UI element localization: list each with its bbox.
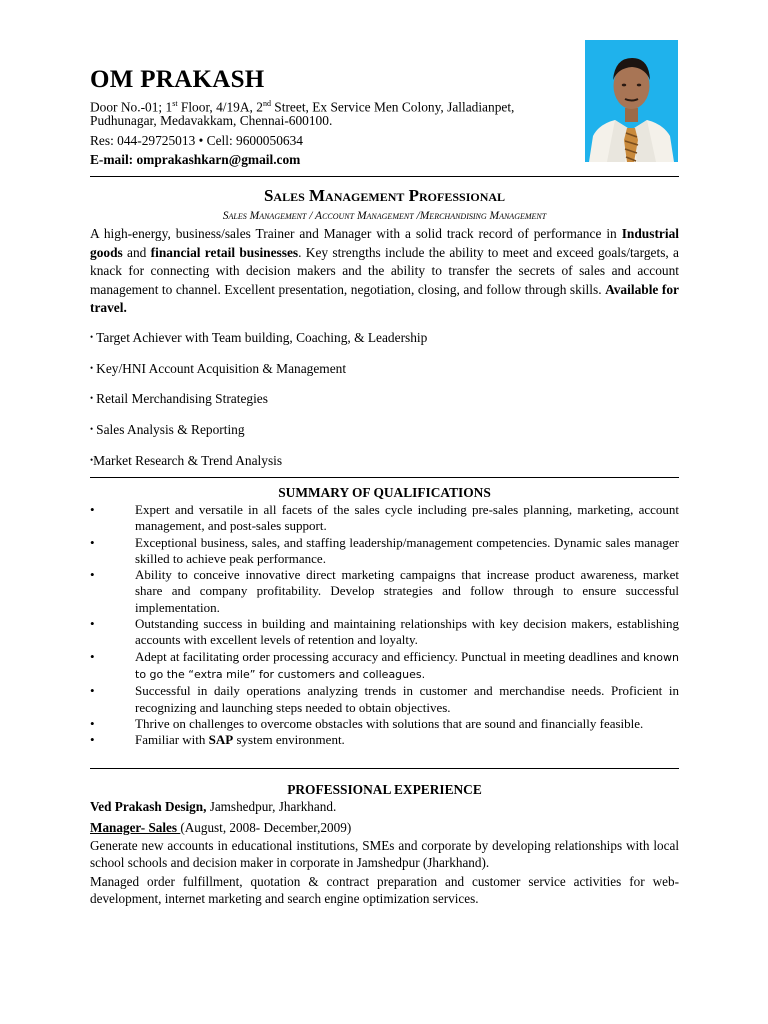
qualification-item: • Familiar with SAP system environment.: [90, 732, 345, 748]
profile-subheadline: Sales Management / Account Management /Merchandising Management: [222, 210, 547, 222]
phone-numbers: Res: 044-29725013 • Cell: 9600050634: [90, 133, 303, 148]
bullet-icon: •: [90, 393, 94, 403]
profile-photo-image: [585, 40, 678, 162]
key-strength-item: • Sales Analysis & Reporting: [90, 422, 245, 437]
bullet-icon: •: [90, 534, 95, 550]
employer-line: Ved Prakash Design, Jamshedpur, Jharkhand.: [90, 799, 337, 814]
job-title-line: Manager- Sales (August, 2008- December,2009): [90, 820, 352, 835]
qualifications-list: [90, 502, 679, 748]
key-strength-item: • Retail Merchandising Strategies: [90, 391, 268, 406]
experience-paragraph-2: Managed order fulfillment, quotation & contract preparation and customer service activities for web-development, internet marketing and search engine optimization services.: [90, 874, 679, 906]
qualification-item: • Outstanding success in building and maintaining relationships with key decision makers, establishing accounts with excellent levels of retention and loyalty.: [90, 616, 679, 648]
key-strength-item: • Key/HNI Account Acquisition & Management: [90, 361, 347, 376]
bullet-icon: •: [90, 502, 95, 517]
qualification-item: • Adept at facilitating order processing accuracy and efficiency. Punctual in meeting deadlines and known to go the “extra mile” for customers and colleagues.: [90, 648, 679, 681]
bullet-icon: •: [90, 424, 94, 434]
section-divider: [90, 477, 679, 478]
qualifications-title: SUMMARY OF QUALIFICATIONS: [278, 485, 491, 500]
bullet-icon: •: [90, 732, 95, 748]
bullet-icon: •: [90, 567, 95, 583]
bullet-icon: •: [90, 715, 95, 731]
email-address[interactable]: E-mail: omprakashkarn@gmail.com: [90, 152, 301, 167]
bullet-icon: •: [90, 363, 94, 373]
bullet-icon: •: [90, 455, 94, 465]
bullet-icon: •: [90, 332, 94, 342]
header-divider: [90, 176, 679, 177]
bullet-icon: •: [90, 616, 95, 632]
address-line-1: Door No.-01; 1st Floor, 4/19A, 2nd Street, Ex Service Men Colony, Jalladianpet,: [90, 99, 515, 115]
section-divider: [90, 768, 679, 769]
qualification-item: • Exceptional business, sales, and staffing leadership/management competencies. Dynamic sales manager skilled to achieve peak performance.: [90, 534, 679, 566]
qualification-item: • Expert and versatile in all facets of the sales cycle including pre-sales planning, marketing, account management, and post-sales support.: [90, 502, 679, 534]
key-strength-item: •Market Research & Trend Analysis: [90, 453, 283, 468]
experience-paragraph-1: Generate new accounts in educational institutions, SMEs and corporate by developing relationships with local school schools and decision maker in corporate in Jamshedpur (Jharkhand).: [90, 838, 679, 870]
qualification-item: • Thrive on challenges to overcome obstacles with solutions that are sound and financially feasible.: [90, 715, 644, 731]
candidate-name: OM PRAKASH: [90, 66, 265, 93]
profile-headline: Sales Management Professional: [263, 186, 506, 205]
qualification-item: • Ability to conceive innovative direct marketing campaigns that increase product awareness, market share and company profitability. Develop strategies and follow through to ensure successful implementation.: [90, 567, 679, 615]
experience-title: PROFESSIONAL EXPERIENCE: [287, 782, 482, 797]
address-line-2: Pudhunagar, Medavakkam, Chennai-600100.: [90, 113, 333, 128]
bullet-icon: •: [90, 683, 95, 699]
qualification-item: • Successful in daily operations analyzing trends in customer and merchandise needs. Proficient in recognizing and launching steps needed to obtain objectives.: [90, 683, 679, 715]
profile-summary: A high-energy, business/sales Trainer and Manager with a solid track record of performance in Industrial goods and financial retail businesses. Key strengths include the ability to meet and exceed goals/targets, a knack for connecting with decision makers and the ability to transfer the secrets of sales and account management to channel. Excellent presentation, negotiation, closing, and follow through skills. Available for travel.: [90, 226, 679, 315]
bullet-icon: •: [90, 648, 95, 664]
key-strength-item: • Target Achiever with Team building, Coaching, & Leadership: [90, 330, 428, 345]
profile-photo: [585, 40, 678, 162]
